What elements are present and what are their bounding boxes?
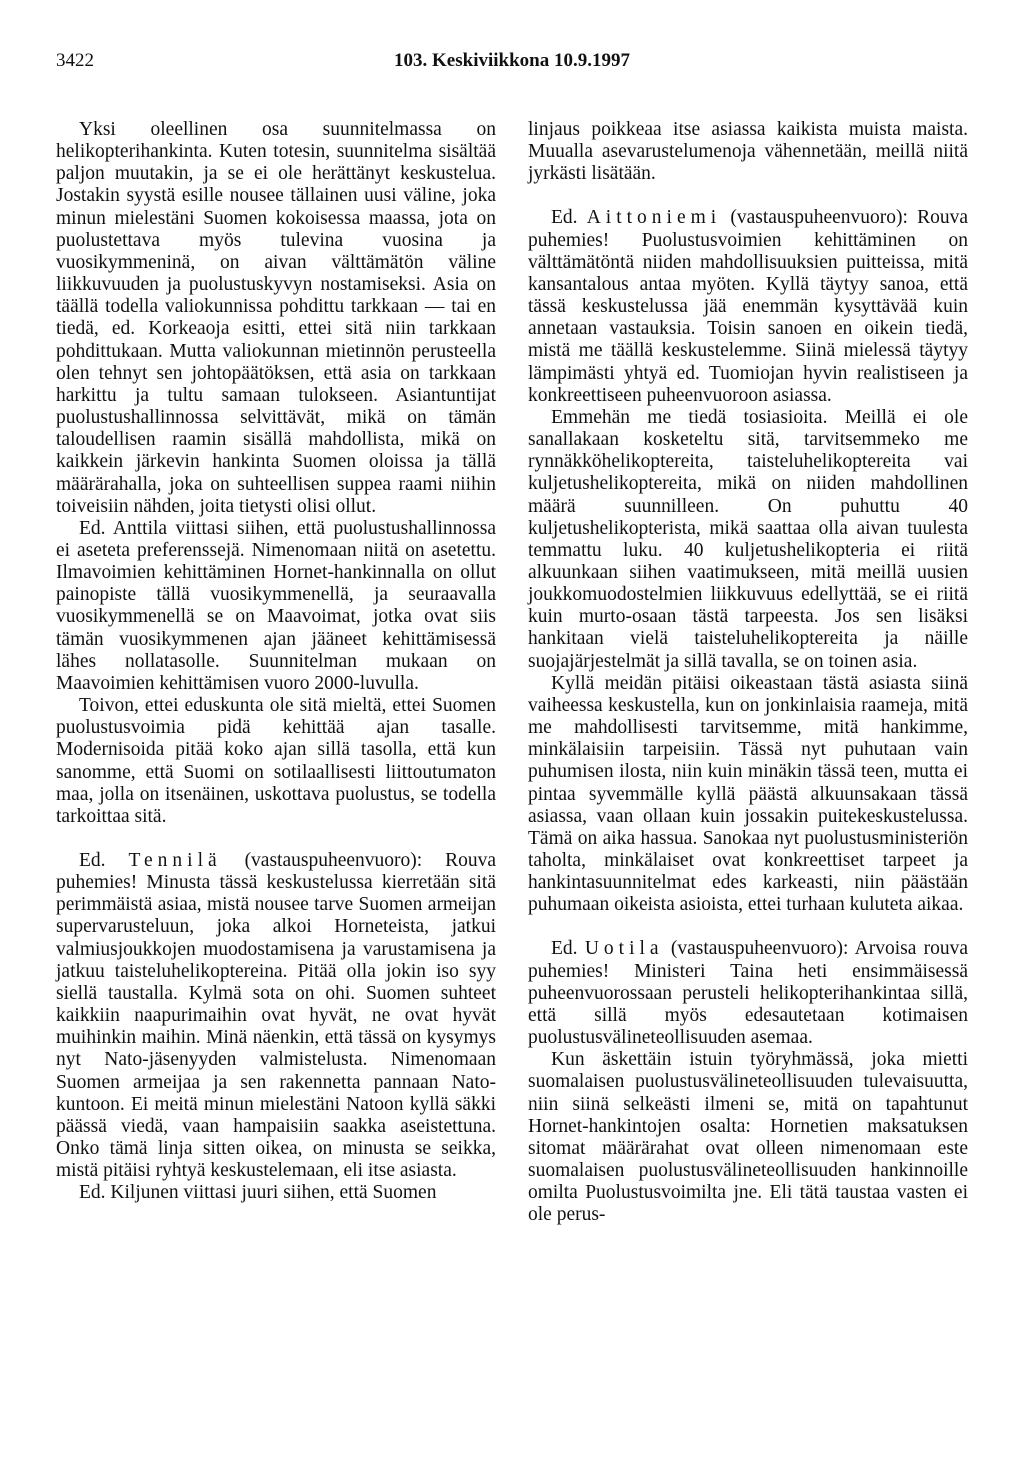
paragraph: Toivon, ettei eduskunta ole sitä mieltä, ettei Suomen puolustusvoimia pidä kehittää ajan tasalle. Modernisoida pitää koko ajan sillä tasolla, että kun sanomme, että Suomi on sotilaallisesti liittoutumaton maa, jolla on itsenäinen, uskottava puolustus, se todella tarkoittaa sitä.: [56, 695, 496, 827]
right-column: [528, 119, 968, 1227]
paragraph: Ed. Anttila viittasi siihen, että puolustushallinnossa ei aseteta preferenssejä. Nimenomaan niitä on asetettu. Ilmavoimien kehittäminen Hornet-hankinnalla on ollut painopiste tällä vuosikymmenellä, ja seuraavalla vuosikymmenellä se on Maavoimat, jotka ovat siis tämän vuosikymmenen ajan jääneet kehittämisessä lähes nollatasolle. Suunnitelman mukaan on Maavoimien kehittämisen vuoro 2000-luvulla.: [56, 517, 496, 694]
speaker-paragraph: [56, 850, 496, 1182]
speaker-name: Aittoniemi: [586, 207, 722, 229]
running-head: 103. Keskiviikkona 10.9.1997: [394, 50, 630, 71]
paragraph: Emmehän me tiedä tosiasioita. Meillä ei ole sanallakaan kosketeltu sitä, tarvitsemmeko me rynnäkköhelikoptereita, taisteluhelikoptereita vai kuljetushelikoptereita, mikä on niiden mahdollinen määrä suunnilleen. On puhuttu 40 kuljetushelikopterista, mikä saattaa olla aivan tuulesta temmattu luku. 40 kuljetushelikopteria ei riitä alkuunkaan siihen vaatimukseen, mitä meillä uusien joukkomuodostelmien liikkuvuus edellyttää, se ei riitä kuin murto-osaan tästä tarpeesta. Jos sen lisäksi hankitaan vielä taisteluhelikoptereita ja näille suojajärjestelmät ja sillä tavalla, se on toinen asia.: [528, 406, 968, 672]
page-header: [0, 50, 1024, 80]
speaker-paragraph: [528, 207, 968, 406]
speaker-name: Uotila: [584, 938, 664, 960]
speech-text: (vastauspuheenvuoro): Arvoisa rouva puhemies! Ministeri Taina heti ensimmäisessä puheenvuorossaan perusteli helikopterihankintaa sillä, että sillä myös edesautetaan kotimaisen puolustusvälineteollisuuden asemaa.: [528, 938, 969, 1049]
paragraph: Yksi oleellinen osa suunnitelmassa on helikopterihankinta. Kuten totesin, suunnitelma sisältää paljon muutakin, ja se ei ole herättänyt keskustelua. Jostakin syystä esille nousee tällainen uusi väline, joka minun mielestäni Suomen kokoisessa maassa, jota on puolustettava myös tulevina vuosina ja vuosikymmeninä, on aivan välttämätön väline liikkuvuuden ja puolustuskyvyn nostamiseksi. Asia on täällä todella valiokunnissa pohdittu tarkkaan — tai en tiedä, ed. Korkeaoja esitti, ettei sitä niin tarkkaan pohdittukaan. Mutta valiokunnan mietinnön perusteella olen tehnyt sen johtopäätöksen, että asia on tarkkaan harkittu ja tultu samaan tulokseen. Asiantuntijat puolustushallinnossa selvittävät, mikä on tämän taloudellisen raamin sisällä mahdollista, mikä on kaikkein järkevin hankinta Suomen oloissa ja tällä määrärahalla, joka on suhteellisen suppea raami niihin toiveisiin nähden, joita tietysti olisi ollut.: [56, 119, 496, 517]
ed-prefix: Ed.: [551, 938, 578, 960]
paragraph: Kun äskettäin istuin työryhmässä, joka mietti suomalaisen puolustusvälineteollisuuden tulevaisuutta, niin siinä selkeästi ilmeni se, mitä on tapahtunut Hornet-hankintojen osalta: Hornetien maksatuksen sitomat määrärahat ovat olleen nimenomaan este suomalaisen puolustusvälineteollisuuden hankinnoille omilta Puolustusvoimilta jne. Eli tätä taustaa vasten ei ole perus-: [528, 1049, 968, 1226]
ed-prefix: Ed.: [79, 850, 106, 871]
paragraph: Ed. Kiljunen viittasi juuri siihen, että Suomen: [79, 1182, 437, 1204]
speaker-paragraph: [528, 938, 968, 1049]
left-column: [56, 119, 496, 1205]
paragraph: Kyllä meidän pitäisi oikeastaan tästä asiasta siinä vaiheessa keskustella, kun on jonkinlaisia raameja, mitä me mahdollisesti tarvitsemme, mitä hankimme, minkälaisiin tarpeisiin. Tässä nyt puhutaan vain puhumisen ilosta, niin kuin minäkin tässä teen, mutta ei pintaa syvemmälle kyllä päästä alkuunsakaan tässä asiassa, vaan ollaan kuin jossakin puitekeskustelussa. Tämä on aika hassua. Sanokaa nyt puolustusministeriön taholta, minkälaiset ovat konkreettiset tarpeet ja hankintasuunnitelmat edes karkeasti, niin päästään puhumaan oikeista asioista, ettei turhaan kuluteta aikaa.: [528, 672, 968, 916]
page-number: 3422: [56, 50, 94, 71]
speech-text: (vastauspuheenvuoro): Rouva puhemies! Puolustusvoimien kehittäminen on välttämätöntä niiden mahdollisuuksien puitteissa, mitä kansantalous antaa myöten. Kyllä täytyy sanoa, että tässä keskustelussa jää enemmän kysyttävää kuin annetaan vastauksia. Toisin sanoen en oikein tiedä, mistä me täällä keskustelemme. Siinä mielessä täytyy lämpimästi yhtyä ed. Tuomiojan hyvin realistiseen ja konkreettiseen puheenvuoroon asiassa.: [528, 207, 968, 406]
speech-text: (vastauspuheenvuoro): Rouva puhemies! Minusta tässä keskustelussa kierretään sitä perimmäistä asiaa, mistä nousee tarve Suomen armeijan supervarusteluun, joka alkoi Horneteista, jatkui valmiusjoukkojen muodostamisena ja varustamisena ja jatkuu taisteluhelikoptereina. Pitää olla jokin iso syy siellä taustalla. Kylmä sota on ohi. Suomen suhteet kaikkiin naapurimaihin ovat hyvät, ne ovat hyvät muihinkin maihin. Minä näenkin, että tässä on kysymys nyt Nato-jäsenyyden valmistelusta. Nimenomaan Suomen armeijaa ja sen rakennetta pannaan Nato-kuntoon. Ei meitä minun mielestäni Natoon kyllä säkki päässä viedä, vaan hampaisiin saakka aseistettuna. Onko tämä linja sitten oikea, on minusta se seikka, mistä pitäisi ryhtyä keskustelemaan, eli itse asiasta.: [56, 850, 496, 1182]
ed-prefix: Ed.: [551, 207, 578, 229]
paragraph: linjaus poikkeaa itse asiassa kaikista muista maista. Muualla asevarustelumenoja vähennetään, meillä niitä jyrkästi lisätään.: [528, 119, 968, 185]
speaker-name: Tennilä: [128, 850, 222, 871]
